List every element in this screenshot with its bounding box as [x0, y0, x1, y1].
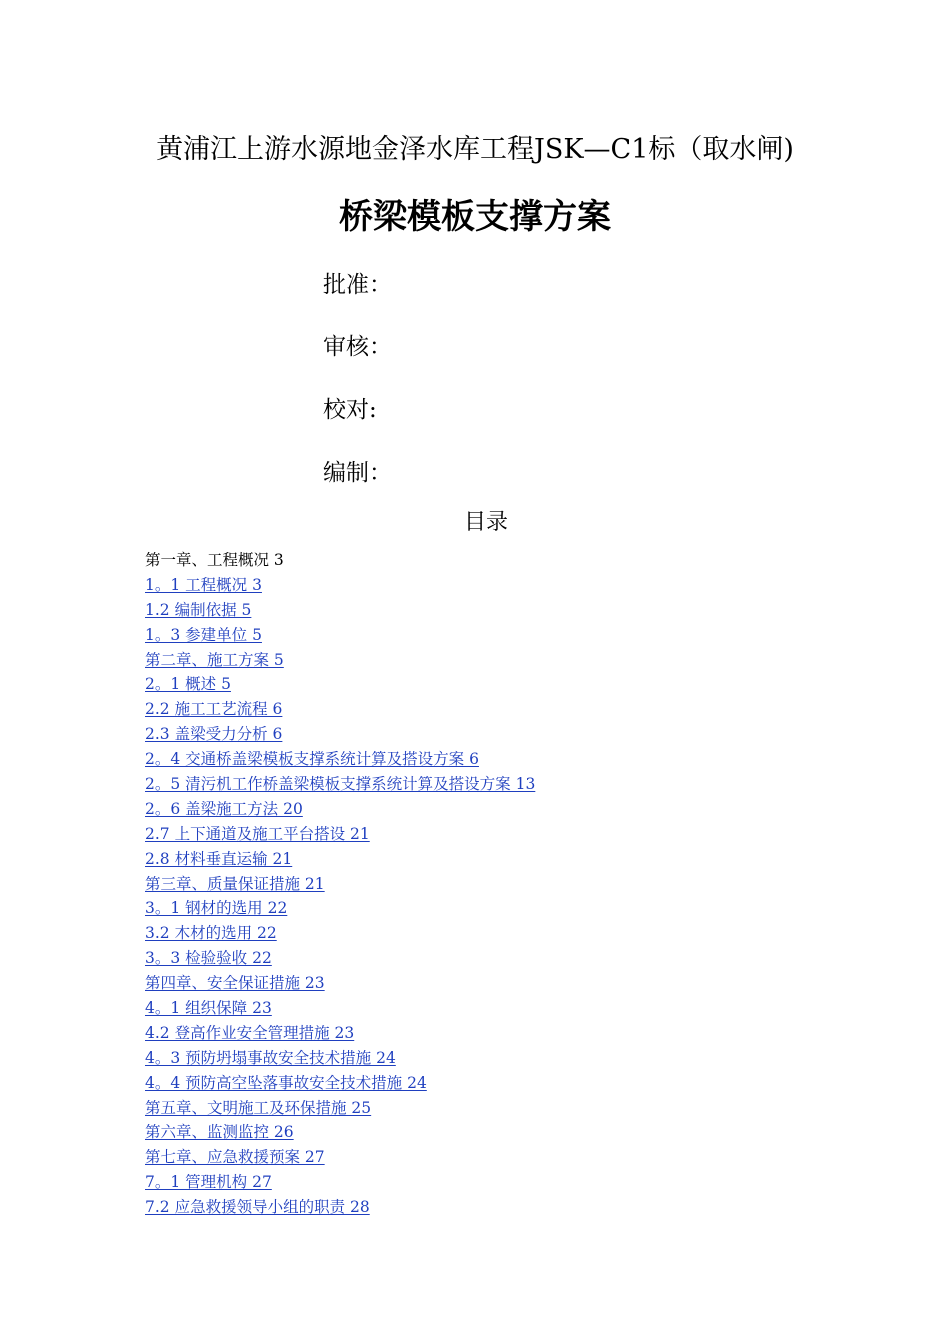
project-subtitle: 黄浦江上游水源地金泽水库工程JSK—C1标（取水闸)	[156, 134, 794, 165]
toc-item[interactable]	[145, 573, 535, 598]
compile-label: 编制：	[323, 460, 392, 486]
toc-link[interactable]: 1.2 编制依据 5	[145, 600, 252, 619]
toc-link[interactable]: 第二章、施工方案 5	[145, 650, 284, 669]
toc-link[interactable]: 7。1 管理机构 27	[145, 1173, 272, 1192]
toc-link[interactable]: 3。1 钢材的选用 22	[145, 899, 288, 918]
toc-item[interactable]	[145, 1046, 535, 1071]
table-of-contents	[145, 548, 535, 1220]
proofread-label: 校对:	[323, 397, 377, 423]
toc-link[interactable]: 4。4 预防高空坠落事故安全技术措施 24	[145, 1073, 427, 1092]
document-title: 桥梁模板支撑方案	[339, 197, 611, 237]
toc-link[interactable]: 3.2 木材的选用 22	[145, 924, 277, 943]
toc-item[interactable]	[145, 872, 535, 897]
toc-item[interactable]	[145, 946, 535, 971]
toc-link[interactable]: 第四章、安全保证措施 23	[145, 974, 325, 993]
toc-item[interactable]	[145, 623, 535, 648]
toc-link[interactable]: 2.3 盖梁受力分析 6	[145, 725, 283, 744]
toc-item[interactable]	[145, 1145, 535, 1170]
toc-item[interactable]	[145, 1170, 535, 1195]
toc-item[interactable]	[145, 996, 535, 1021]
toc-link[interactable]: 2。5 清污机工作桥盖梁模板支撑系统计算及搭设方案 13	[145, 775, 536, 794]
toc-link[interactable]: 2.2 施工工艺流程 6	[145, 700, 283, 719]
toc-item[interactable]	[145, 896, 535, 921]
toc-item[interactable]	[145, 822, 535, 847]
toc-item[interactable]	[145, 747, 535, 772]
toc-item[interactable]	[145, 1195, 535, 1220]
toc-item	[145, 548, 535, 573]
toc-link[interactable]: 第六章、监测监控 26	[145, 1123, 294, 1142]
toc-link[interactable]: 1。1 工程概况 3	[145, 575, 262, 594]
toc-link[interactable]: 1。3 参建单位 5	[145, 625, 262, 644]
toc-item[interactable]	[145, 847, 535, 872]
toc-link[interactable]: 2。4 交通桥盖梁模板支撑系统计算及搭设方案 6	[145, 750, 479, 769]
toc-link[interactable]: 第三章、质量保证措施 21	[145, 874, 325, 893]
toc-item[interactable]	[145, 921, 535, 946]
toc-link[interactable]: 4。1 组织保障 23	[145, 999, 272, 1018]
toc-heading: 目录	[463, 510, 508, 535]
toc-link[interactable]: 2。1 概述 5	[145, 675, 231, 694]
approve-label: 批准：	[323, 272, 392, 298]
toc-entry-chapter-1: 第一章、工程概况 3	[145, 551, 284, 569]
toc-item[interactable]	[145, 797, 535, 822]
toc-item[interactable]	[145, 598, 535, 623]
toc-link[interactable]: 3。3 检验验收 22	[145, 949, 272, 968]
toc-link[interactable]: 第七章、应急救援预案 27	[145, 1148, 325, 1167]
toc-link[interactable]: 7.2 应急救援领导小组的职责 28	[145, 1198, 370, 1217]
toc-item[interactable]	[145, 971, 535, 996]
toc-link[interactable]: 2.8 材料垂直运输 21	[145, 849, 293, 868]
toc-item[interactable]	[145, 697, 535, 722]
toc-link[interactable]: 4。3 预防坍塌事故安全技术措施 24	[145, 1048, 396, 1067]
toc-item[interactable]	[145, 648, 535, 673]
toc-item[interactable]	[145, 722, 535, 747]
toc-link[interactable]: 2。6 盖梁施工方法 20	[145, 799, 303, 818]
toc-link[interactable]: 第五章、文明施工及环保措施 25	[145, 1098, 372, 1117]
toc-link[interactable]: 4.2 登高作业安全管理措施 23	[145, 1023, 355, 1042]
toc-item[interactable]	[145, 1071, 535, 1096]
toc-link[interactable]: 2.7 上下通道及施工平台搭设 21	[145, 824, 370, 843]
toc-item[interactable]	[145, 1096, 535, 1121]
review-label: 审核：	[323, 334, 392, 360]
toc-item[interactable]	[145, 672, 535, 697]
toc-item[interactable]	[145, 1120, 535, 1145]
toc-item[interactable]	[145, 1021, 535, 1046]
toc-item[interactable]	[145, 772, 535, 797]
